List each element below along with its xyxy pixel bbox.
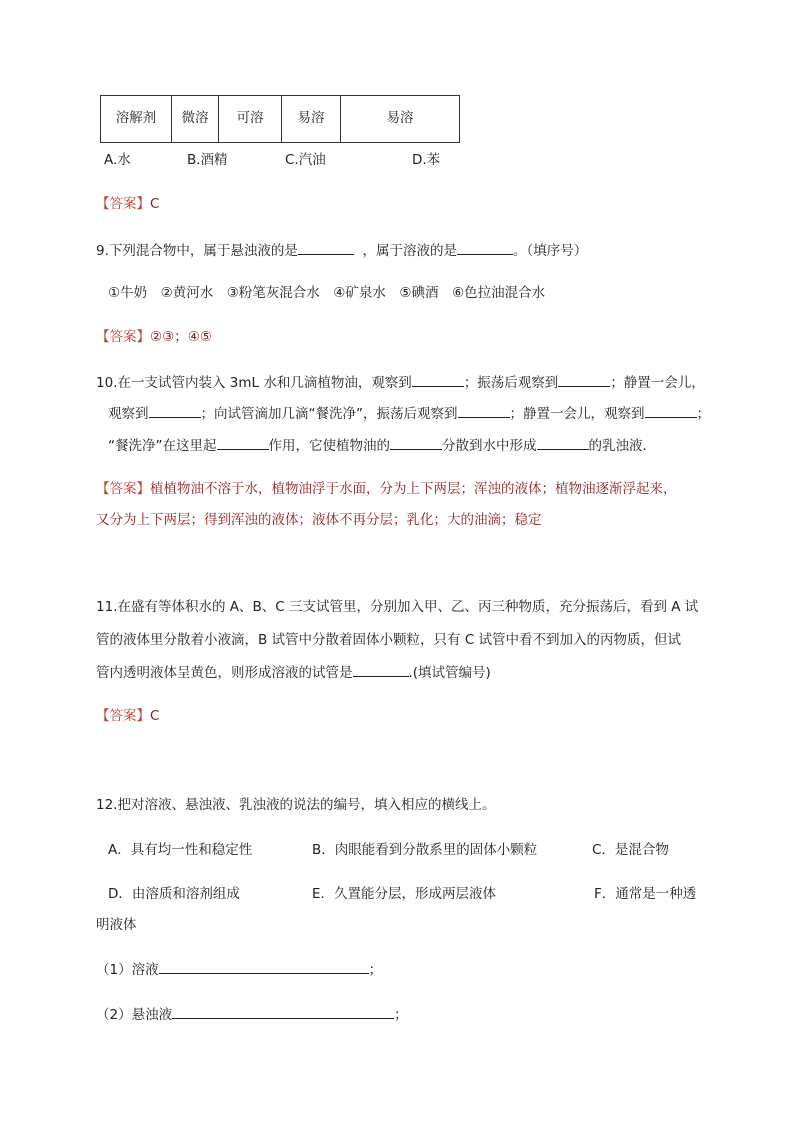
question-11-line1: 11.在盛有等体积水的 A、B、C 三支试管里，分别加入甲、乙、丙三种物质，充分振荡后，看到 A 试 [96,599,699,615]
answer-blank [558,372,610,387]
q12-option-f: F．通常是一种透 [594,886,697,902]
answer-blank [390,435,442,450]
q12-option-a: A．具有均一性和稳定性 [108,842,253,858]
q12-blank-2: （2）悬浊液 ； [96,1004,408,1025]
answer-8: 【答案】C [96,196,160,212]
answer-9: 【答案】②③；④⑤ [96,329,212,345]
answer-blank [412,372,464,387]
answer-blank [159,959,369,974]
answer-blank [457,240,513,255]
answer-11: 【答案】C [96,708,160,724]
table-cell: 易溶 [282,96,341,143]
question-10-line2: 观察到 ；向试管滴加几滴“餐洗净”，振荡后观察到 ；静置一会儿，观察到 ； [108,403,710,424]
answer-blank [217,435,269,450]
option-a: A.水 [104,152,131,168]
answer-blank [353,662,409,677]
q12-option-d: D．由溶质和溶剂组成 [108,886,240,902]
question-10-line1: 10.在一支试管内装入 3mL 水和几滴植物油，观察到 ；振荡后观察到 ；静置一会儿， [96,372,705,393]
q12-option-c: C．是混合物 [592,842,669,858]
answer-blank [645,403,697,418]
answer-blank [172,1004,394,1019]
question-11-line3: 管内透明液体呈黄色，则形成溶液的试管是 .(填试管编号) [96,662,491,683]
q12-option-b: B．肉眼能看到分散系里的固体小颗粒 [312,842,538,858]
answer-blank [298,240,354,255]
answer-blank [149,403,201,418]
question-12-title: 12.把对溶液、悬浊液、乳浊液的说法的编号，填入相应的横线上。 [96,797,496,813]
solvent-table [100,95,460,143]
answer-blank [537,435,589,450]
q12-option-e: E．久置能分层，形成两层液体 [312,886,497,902]
table-row [101,96,460,143]
q12-option-f-cont: 明液体 [96,917,137,933]
table-cell: 溶解剂 [101,96,172,143]
question-9: 9.下列混合物中，属于悬浊液的是 ，属于溶液的是 。（填序号） [96,240,587,261]
q12-blank-1: （1）溶液 ； [96,959,382,980]
question-9-items: ①牛奶 ②黄河水 ③粉笔灰混合水 ④矿泉水 ⑤碘酒 ⑥色拉油混合水 [108,285,546,301]
question-10-line3: “餐洗净”在这里起 作用，它使植物油的 分散到水中形成 的乳浊液． [108,435,656,456]
question-11-line2: 管的液体里分散着小液滴，B 试管中分散着固体小颗粒，只有 C 试管中看不到加入的丙物质，但试 [96,632,682,648]
table-cell: 微溶 [172,96,219,143]
option-d: D.苯 [412,152,441,168]
table-cell: 易溶 [341,96,460,143]
table-cell: 可溶 [219,96,282,143]
answer-10-line1: 【答案】植植物油不溶于水，植物油浮于水面，分为上下两层；浑浊的液体；植物油逐渐浮起来， [96,481,677,497]
answer-10-line2: 又分为上下两层；得到浑浊的液体；液体不再分层；乳化；大的油滴；稳定 [96,512,542,528]
option-b: B.酒精 [187,152,228,168]
option-c: C.汽油 [285,152,326,168]
answer-blank [458,403,510,418]
